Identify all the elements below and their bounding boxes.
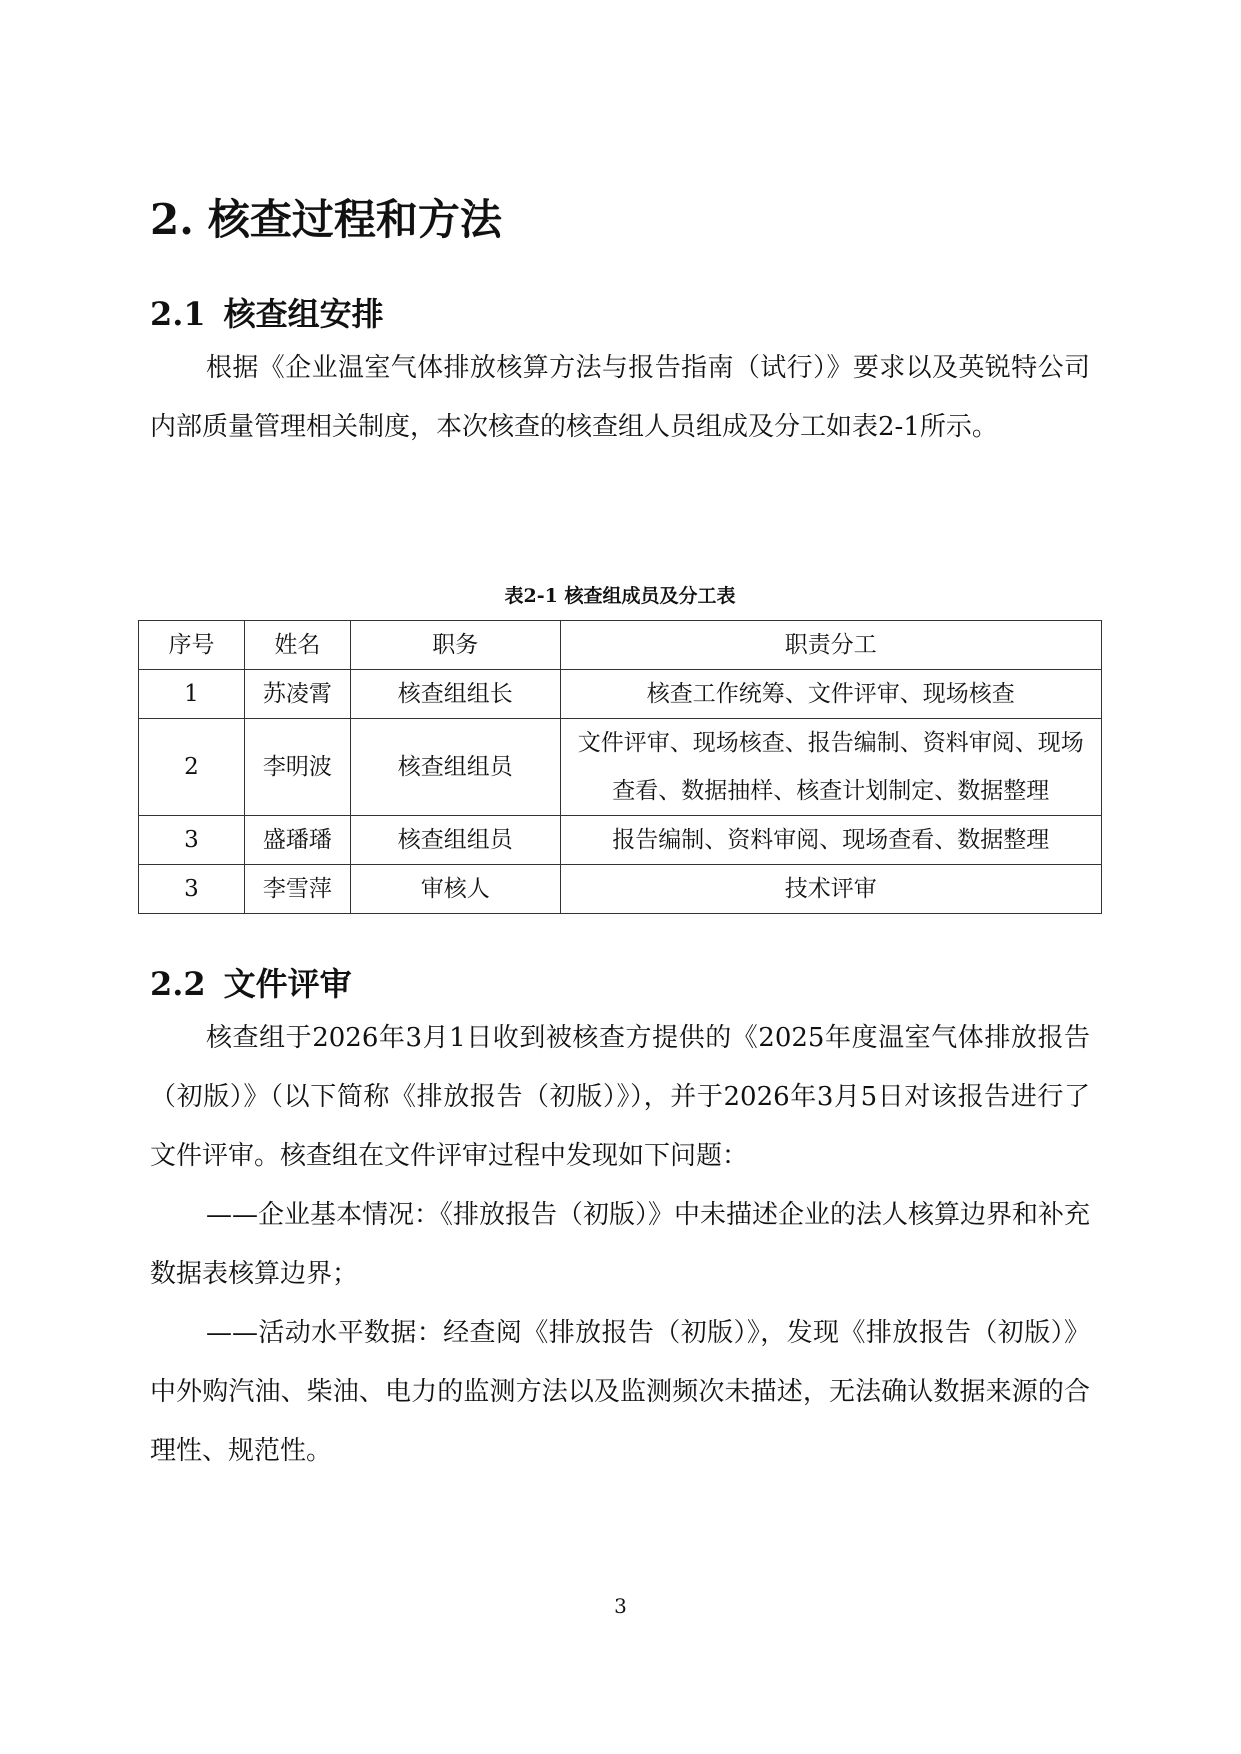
subsection-number: 2.1	[150, 295, 206, 333]
cell-index: 2	[139, 719, 245, 816]
subsection-title: 文件评审	[223, 965, 352, 1003]
cell-position: 核查组组员	[350, 816, 560, 865]
issue-activity-data-paragraph: ——活动水平数据：经查阅《排放报告（初版）》，发现《排放报告（初版）》中外购汽油、柴油、电力的监测方法以及监测频次未描述，无法确认数据来源的合理性、规范性。	[150, 1318, 1090, 1466]
subsection-heading-team	[150, 292, 384, 336]
header-index: 序号	[139, 621, 245, 670]
page-number: 3	[614, 1594, 627, 1618]
header-position: 职务	[350, 621, 560, 670]
cell-duties: 技术评审	[560, 865, 1101, 914]
cell-index: 1	[139, 670, 245, 719]
table-row	[139, 719, 1102, 816]
table-row	[139, 816, 1102, 865]
team-arrangement-paragraph: 根据《企业温室气体排放核算方法与报告指南（试行）》要求以及英锐特公司内部质量管理相关制度，本次核查的核查组人员组成及分工如表2-1所示。	[150, 353, 1090, 442]
header-name: 姓名	[244, 621, 350, 670]
header-duties: 职责分工	[560, 621, 1101, 670]
document-review-paragraph: 核查组于2026年3月1日收到被核查方提供的《2025年度温室气体排放报告（初版）》（以下简称《排放报告（初版）》），并于2026年3月5日对该报告进行了文件评审。核查组在文件评审过程中发现如下问题：	[150, 1023, 1090, 1171]
subsection-title: 核查组安排	[223, 295, 384, 333]
section-number: 2.	[150, 195, 194, 244]
issue-basic-info-paragraph: ——企业基本情况：《排放报告（初版）》中未描述企业的法人核算边界和补充数据表核算边界；	[150, 1200, 1091, 1289]
section-title: 核查过程和方法	[207, 195, 502, 244]
cell-position: 审核人	[350, 865, 560, 914]
cell-duties: 报告编制、资料审阅、现场查看、数据整理	[560, 816, 1101, 865]
table-header-row	[139, 621, 1102, 670]
table-row	[139, 865, 1102, 914]
table-caption: 表2-1 核查组成员及分工表	[504, 585, 736, 607]
subsection-heading-document-review	[150, 962, 352, 1006]
cell-name: 李明波	[244, 719, 350, 816]
cell-name: 李雪萍	[244, 865, 350, 914]
cell-duties: 文件评审、现场核查、报告编制、资料审阅、现场查看、数据抽样、核查计划制定、数据整理	[560, 719, 1101, 816]
cell-name: 苏凌霄	[244, 670, 350, 719]
team-members-table	[138, 620, 1102, 914]
cell-duties: 核查工作统筹、文件评审、现场核查	[560, 670, 1101, 719]
section-heading	[150, 190, 502, 250]
cell-position: 核查组组员	[350, 719, 560, 816]
cell-index: 3	[139, 865, 245, 914]
cell-index: 3	[139, 816, 245, 865]
cell-name: 盛璠璠	[244, 816, 350, 865]
cell-position: 核查组组长	[350, 670, 560, 719]
table-row	[139, 670, 1102, 719]
subsection-number: 2.2	[150, 965, 206, 1003]
